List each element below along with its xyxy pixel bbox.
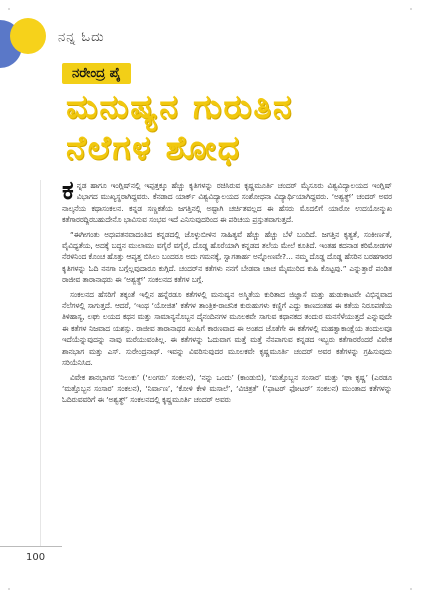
corner-mark — [410, 8, 412, 10]
corner-mark — [8, 8, 10, 10]
article-title — [66, 86, 386, 168]
paragraph-2: “ಈಗೀಗಂತು ಅಧಃಪತನವಾದಂತಿದ ಕನ್ನಡದಲ್ಲಿ ಜೊಳ್ಳುಬೀಳಿನ ಸಾಹಿತ್ಯವೆ ಹೆಚ್ಚು ಹೆಚ್ಚು ಬೆಳೆ ಬಂದಿದೆ. ಜಗತ್ತಿನ ಕೃತ್ಯತೆ, ಸಂಕೀರ್ಣತೆ, ವೈವಿಧ್ಯತೆಯ, ಅದಕ್ಕೆ ಬದ್ಧನ ಮುಲಾಮು ವಗೈರೆ ವಗೈರೆ, ದೊಡ್ಡ ಹೊರೆಯಾಗಿ ಕನ್ನಡದ ತಲೆಯ ಮೇಲೆ ಕೂತಿದೆ. ಇಂತಹ ಕದನಾಡ ಕರಿಮೋಡಗಳ ನೆರಳಿನಿಂದ ಕೊಂಚ ಹೊತ್ತು ಆಪ್ಯತ್ತ ಬಿಸಿಲು ಬಂದರೂ ಅದು ಗಮನಕ್ಕೆ, ಸ್ವಾಗತಾರ್ಹ ಅನ್ನೋಣವೇ?... ನಮ್ಮ ದೊಡ್ಡ ದೊಡ್ಡ ಹೆಸರಿನ ಬರಹಗಾರರ ಕೃತಿಗಳನ್ನು ಓದಿ ನನಗಾ ಬಗ್ಗೆಲ್ಲವುದಾರೂ ಕುಗ್ಗಿದೆ. ಚಂದರ್‌ನ ಕತೆಗಳು ನನಗೆ ಬೇಡವಾ ಚಾಚ ಮೈಮುರಿದ ಕುಹಿ ಕೊಟ್ಟವು.” ಎನ್ನುತ್ತಾರೆ ಪಂಡಿತ ರಾಜೀವ ತಾರಾನಾಥರು ಈ ‘ಅಶ್ವತ್ಥ್’ ಸಂಕಲನದ ಕತೆಗಳ ಬಗ್ಗೆ. — [62, 229, 392, 285]
corner-decoration-yellow — [10, 18, 46, 54]
title-line-1: ಮನುಷ್ಯನ ಗುರುತಿನ — [66, 87, 294, 126]
author-name: ನರೇಂದ್ರ ಪೈ — [62, 63, 131, 84]
section-label: ನನ್ನ ಓದು — [58, 30, 105, 45]
paragraph-1-text: ನ್ನಡ ಹಾಗೂ ಇಂಗ್ಲಿಷ್‌ನಲ್ಲಿ ಇಪ್ಪತ್ತಕ್ಕೂ ಹೆಚ್ಚು ಕೃತಿಗಳನ್ನು ರಚಿಸಿರುವ ಕೃಷ್ಣಮೂರ್ತಿ ಚಂದರ್ ಮೈಸೂರು ವಿಶ್ವವಿದ್ಯಾಲಯದ ಇಂಗ್ಲಿಷ್ ವಿಭಾಗದ ಮುಖ್ಯಸ್ಥರಾಗಿದ್ದವರು. ಕೆನಡಾದ ಯಾರ್ಕ್ ವಿಶ್ವವಿದ್ಯಾಲಯದ ಸಂಶೋಧನಾ ವಿದ್ಯಾರ್ಥಿಯಾಗಿದ್ದವರು. ‘ಅಶ್ವತ್ಥ್’ ಚಂದರ್ ಅವರ ನಾಲ್ಕನೆಯ ಕಥಾಸಂಕಲನ. ಕನ್ನಡ ಸಣ್ಣಕತೆಯ ಜಗತ್ತಿನಲ್ಲಿ ಅಷ್ಟಾಗಿ ಚರ್ಚಿತವಲ್ಲದ ಈ ಹೆಸರು ಮೊದಲಿಗೆ ಯಾರೋ ಉದಯೋನ್ಮುಖ ಕತೆಗಾರರದ್ದಿರಬಹುದೇನೊ ಭಾವಿಸುವ ಸಂಭವ ಇದೆ ಎನಿಸುವುದರಿಂದ ಈ ಪರಿಚಯ ಪ್ರಸ್ತುತವಾಗುತ್ತದೆ. — [62, 181, 392, 225]
title-line-2: ನೆಲೆಗಳ ಶೋಧ — [66, 128, 241, 167]
paragraph-3: ಸಂಕಲನದ ಹೆಸರಿಗೆ ತಕ್ಕಂತೆ ಇಲ್ಲಿನ ಹನ್ನೆರಡೂ ಕತೆಗಳಲ್ಲಿ ಮನುಷ್ಯನ ಅಸ್ಮಿತೆಯ ಕುರಿತಾದ ಜಿಜ್ಞಾಸೆ ಮತ್ತು ಹುಡುಕಾಟವೇ ವಿಭಿನ್ನವಾದ ನೆಲೆಗಳಲ್ಲಿ ಸಾಗುತ್ತದೆ. ಆದರೆ, ‘ಇಂಥ ‘ಯೋಜಿತ’ ಕತೆಗಳ ತಾಂತ್ರಿಕ-ರಾಚನಿಕ ಕುರುಹುಗಳು ಕಣ್ಣಿಗೆ ಎದ್ದು ಕಾಣದಂತಹ ಈ ಕತೆಯ ನಿರೂಪಣೆಯ ತಿಳಿಹಾಸ್ಯ, ಲಘು ಲಯದ ಕಥನ ಮತ್ತು ಸಾಮಾನ್ಯನೊಬ್ಬನ ದೈನಂದಿನಗಳ ಮೂಲಕವೇ ಸಾಗುವ ಕಥಾನಕದ ತಂದುರ ಮನಸೆಳೆಯುತ್ತದೆ ಎನ್ನುವುದೇ ಈ ಕತೆಗಳ ನಿಜವಾದ ಯಶಸ್ಸು. ರಾಜೀವ ತಾರಾನಾಥರ ಖುಷಿಗೆ ಕಾರಣವಾದ ಈ ಅಂಶದ ಜೊತೆಗೇ ಈ ಕತೆಗಳಲ್ಲಿ ಮಹತ್ವಾಕಾಂಕ್ಷೆಯ ತಂದುಲವೂ ಇದೆಯೆನ್ನುವುದನ್ನು ನಾವು ಮರೆಯುವಂತಿಲ್ಲ. ಈ ಕತೆಗಳನ್ನು ಓದುವಾಗ ಮತ್ತೆ ಮತ್ತೆ ನೆನಪಾಗುವ ಕನ್ನಡದ ಇಬ್ಬರು ಕತೆಗಾರರೆಂದರೆ ವಿವೇಕ ಶಾನಭಾಗ ಮತ್ತು ಎಸ್. ಸುರೇಂದ್ರನಾಥ್. ಇವನ್ನು ವಿವರಿಸುವುದರ ಮೂಲಕವೇ ಕೃಷ್ಣಮೂರ್ತಿ ಚಂದರ್ ಅವರ ಕತೆಗಳನ್ನು ಗ್ರಹಿಸುವುದು ಸರಿಯೆನಿಸಿದ. — [62, 289, 392, 368]
paragraph-4: ವಿವೇಕ ಶಾನಭಾಗರ ‘ನಿಲುಕು’ (‘ಲಂಗರು’ ಸಂಕಲನ), ‘ನನ್ನು ಒಂದು’ (ಕಾಂಡುಬಿ), ‘ಮತ್ತೊಬ್ಬನ ಸಂಸಾರ’ ಮತ್ತು ‘ಘಾ ಕೃಷ್ಣ’ (ಎರಡೂ ‘ಮತ್ತೊಬ್ಬನ ಸಂಸಾರ’ ಸಂಕಲನ), ‘ನಿರ್ವಾಣ’, ‘ಕೋಳಿ ಕೇಳಿ ಮಸಾಲೆ’, ‘ವಿಚಿತ್ರತೆ’ (‘ಫಾಟರ್ ಫೋಟರ್’ ಸಂಕಲನ) ಮುಂತಾದ ಕತೆಗಳನ್ನು ಓದಿರುವವರಿಗೆ ಈ ‘ಅಶ್ವತ್ಥ್’ ಸಂಕಲನದಲ್ಲಿ ಕೃಷ್ಣಮೂರ್ತಿ ಚಂದರ್ ಅವರು — [62, 372, 392, 405]
corner-mark — [8, 588, 10, 590]
margin-rule — [40, 180, 41, 546]
footer-rule — [0, 546, 62, 547]
paragraph-1 — [62, 176, 392, 226]
article-body — [62, 176, 392, 409]
corner-mark — [410, 588, 412, 590]
drop-cap: ಕ — [62, 176, 74, 206]
page-number: 100 — [26, 552, 46, 563]
